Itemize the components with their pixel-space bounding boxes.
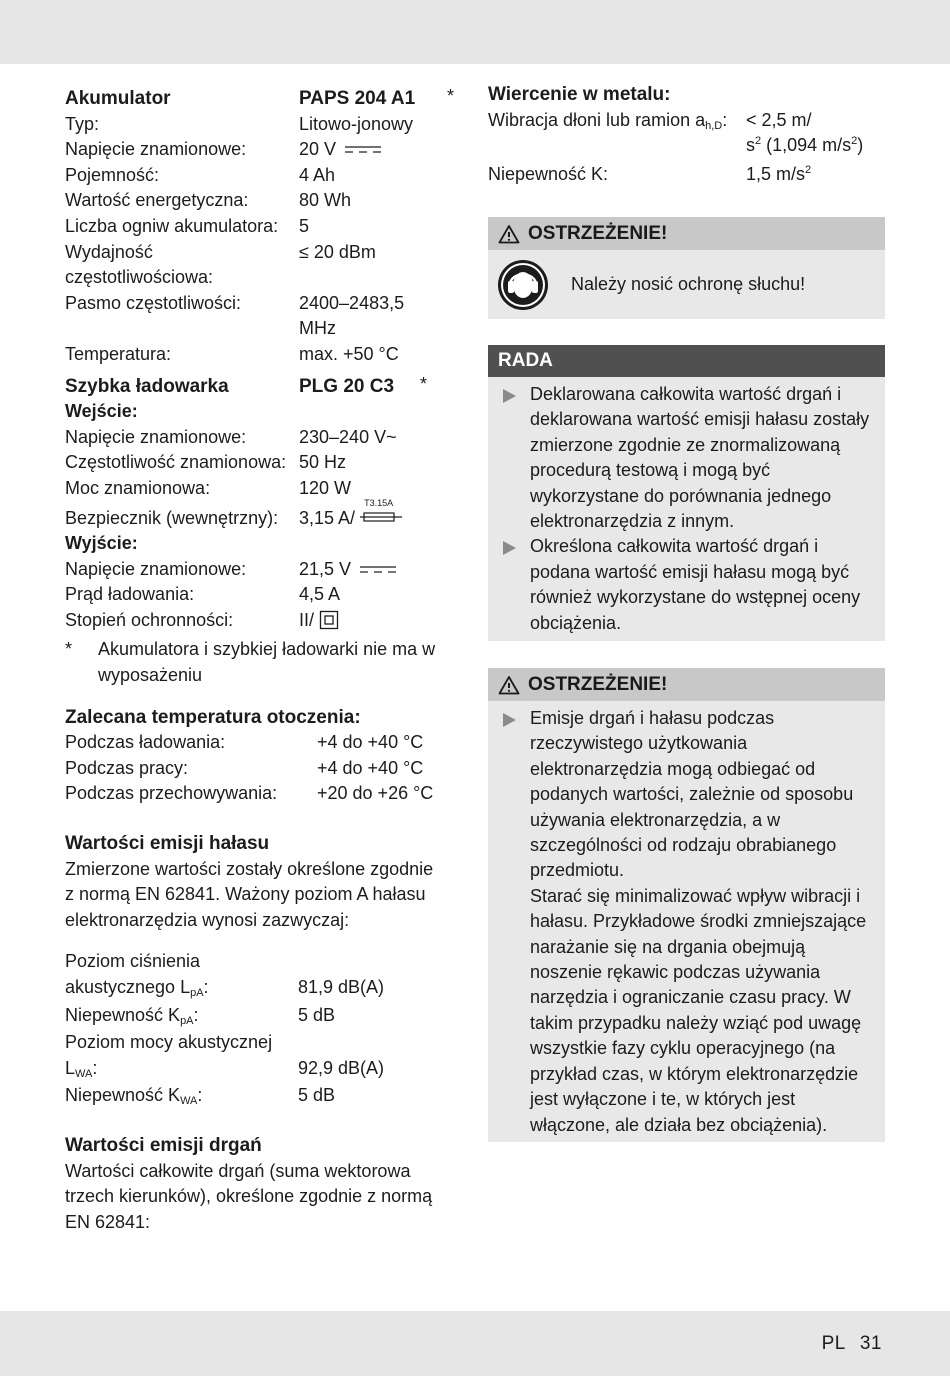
left-column [65,86,465,1235]
spec-row: akustycznego $L_{pA}$: 81,9 dB(A) [65,977,385,999]
noise-title: Wartości emisji hałasu [65,833,270,855]
footnote: * Akumulatora i szybkiej ładowarki nie ma w wyposażeniu [65,639,436,686]
spec-row: Niepewność K: 1,5 $m/s^2$ [488,163,812,184]
footer-band [0,1311,950,1376]
battery-title: Akumulator [65,88,171,109]
fuse-symbol-icon: T3.15A [360,506,404,526]
list-item: Deklarowana całkowita wartość drgań i deklarowana wartość emisji hałasu zostały zmierzone zgodnie ze znormalizowaną procedurą testową i mogą być wykorzystane do porównania jednego elektronarzędzia z innym. [488,382,885,534]
spec-row: Napięcie znamionowe: 20 V [65,137,465,163]
charger-specs [65,374,465,689]
language-code: PL [821,1333,846,1354]
warning-header: OSTRZEŻENIE! [488,217,885,250]
spec-row: Typ: Litowo-jonowy [65,113,414,134]
spec-row: Wydajność częstotliwościowa: ≤ 20 dBm [65,241,376,288]
warning-header: OSTRZEŻENIE! [488,668,885,701]
spec-row: Podczas przechowywania: +20 do +26 °C [65,783,434,804]
spec-row: Stopień ochronności: II/ [65,608,465,634]
noise-intro: Zmierzone wartości zostały określone zgodnie z normą EN 62841. Ważony poziom A hałasu elektronarzędzia wynosi zazwyczaj: [65,858,434,930]
spec-row: Wartość energetyczna: 80 Wh [65,190,352,211]
metal-drilling [488,82,885,187]
spec-row: Niepewność $K_{WA}$: 5 dB [65,1085,336,1108]
dc-symbol-icon [343,143,383,155]
charger-star: * [420,373,428,394]
ambient-title: Zalecana temperatura otoczenia: [65,706,361,728]
charger-output-title: Wyjście: [65,533,138,554]
header-band [0,0,950,64]
warning-triangle-icon [498,675,520,695]
protection-class-ii-icon [319,610,339,630]
spec-row: Niepewność $K_{pA}$: 5 dB [65,1004,336,1027]
spec-row: Podczas pracy: +4 do +40 °C [65,757,424,778]
spec-row: $s^2$ (1,094 $m/s^2$) [746,135,864,156]
tip-box [488,345,885,641]
spec-row: Pojemność: 4 Ah [65,164,336,185]
vibration-intro: Wartości całkowite drgań (suma wektorowa trzech kierunków), określone zgodnie z normą EN 62841: [65,1160,433,1232]
spec-row: Bezpiecznik (wewnętrzny): 3,15 A/ T3.15A [65,506,465,532]
list-item: Emisje drgań i hałasu podczas rzeczywistego użytkowania elektronarzędzia mogą odbiegać od podanych wartości, zależnie od sposobu używania elektronarzędzia, a w szczególności od rodzaju obrabianego przedmiotu. [488,706,885,884]
page-number: 31 [859,1333,882,1354]
spec-row: Wibracja dłoni lub ramion $a_{h,D}$: < 2,5 m/ [488,109,812,132]
battery-model: PAPS 204 A1 [299,88,416,109]
pressure-label: Poziom ciśnienia [65,951,201,972]
dc-symbol-icon [358,563,398,575]
battery-specs [65,86,465,368]
spec-row: Napięcie znamionowe: 230–240 V~ [65,426,397,447]
battery-star: * [447,86,455,106]
list-item: Określona całkowita wartość drgań i podana wartość emisji hałasu mogą być również wykorzystane do wstępnej oceny obciążenia. [488,534,885,636]
spec-row: Częstotliwość znamionowa: 50 Hz [65,452,347,473]
warning-triangle-icon [498,224,520,244]
spec-row: Prąd ładowania: 4,5 A [65,584,341,605]
charger-title: Szybka ładowarka [65,375,229,397]
vibration-warning-box [488,668,885,1142]
bullet-triangle-icon [502,389,516,403]
spec-row: Napięcie znamionowe: 21,5 V [65,557,465,583]
metal-title: Wiercenie w metalu: [488,84,671,105]
page-footer [822,1333,882,1355]
ambient-temperature [65,705,465,807]
spec-row: Moc znamionowa: 120 W [65,477,352,498]
bullet-triangle-icon [502,541,516,555]
warning-extra-text: Starać się minimalizować wpływ wibracji i hałasu. Przykładowe środki zmniejszające narażanie się na drgania obejmują noszenie rękawic podczas używania narzędzia i ograniczanie czasu pracy. W takim przypadku należy wziąć pod uwagę wszystkie fazy cyklu operacyjnego (na przykład czas, w którym elektronarzędzie jest wyłączone i te, w których jest włączone, ale działa bez obciążenia). [530,885,867,1135]
spec-row: Podczas ładowania: +4 do +40 °C [65,732,424,753]
right-column [488,82,885,1135]
vibration-title: Wartości emisji drgań [65,1134,262,1156]
bullet-triangle-icon [502,713,516,727]
spec-row: Pasmo częstotliwości: 2400–2483,5 MHz [65,292,405,339]
charger-model: PLG 20 C3 [299,375,395,397]
hearing-warning-box [488,217,885,319]
vibration-emission [65,1133,465,1235]
noise-emission [65,831,465,1109]
hearing-warning-text: Należy nosić ochronę słuchu! [571,274,806,294]
charger-input-title: Wejście: [65,401,138,422]
spec-row: $L_{WA}$: 92,9 dB(A) [65,1057,385,1080]
tip-header: RADA [488,345,885,377]
hearing-protection-icon [497,259,549,311]
spec-row: Liczba ogniw akumulatora: 5 [65,215,310,236]
power-label: Poziom mocy akustycznej [65,1032,273,1053]
spec-row: Temperatura: max. +50 °C [65,343,399,364]
